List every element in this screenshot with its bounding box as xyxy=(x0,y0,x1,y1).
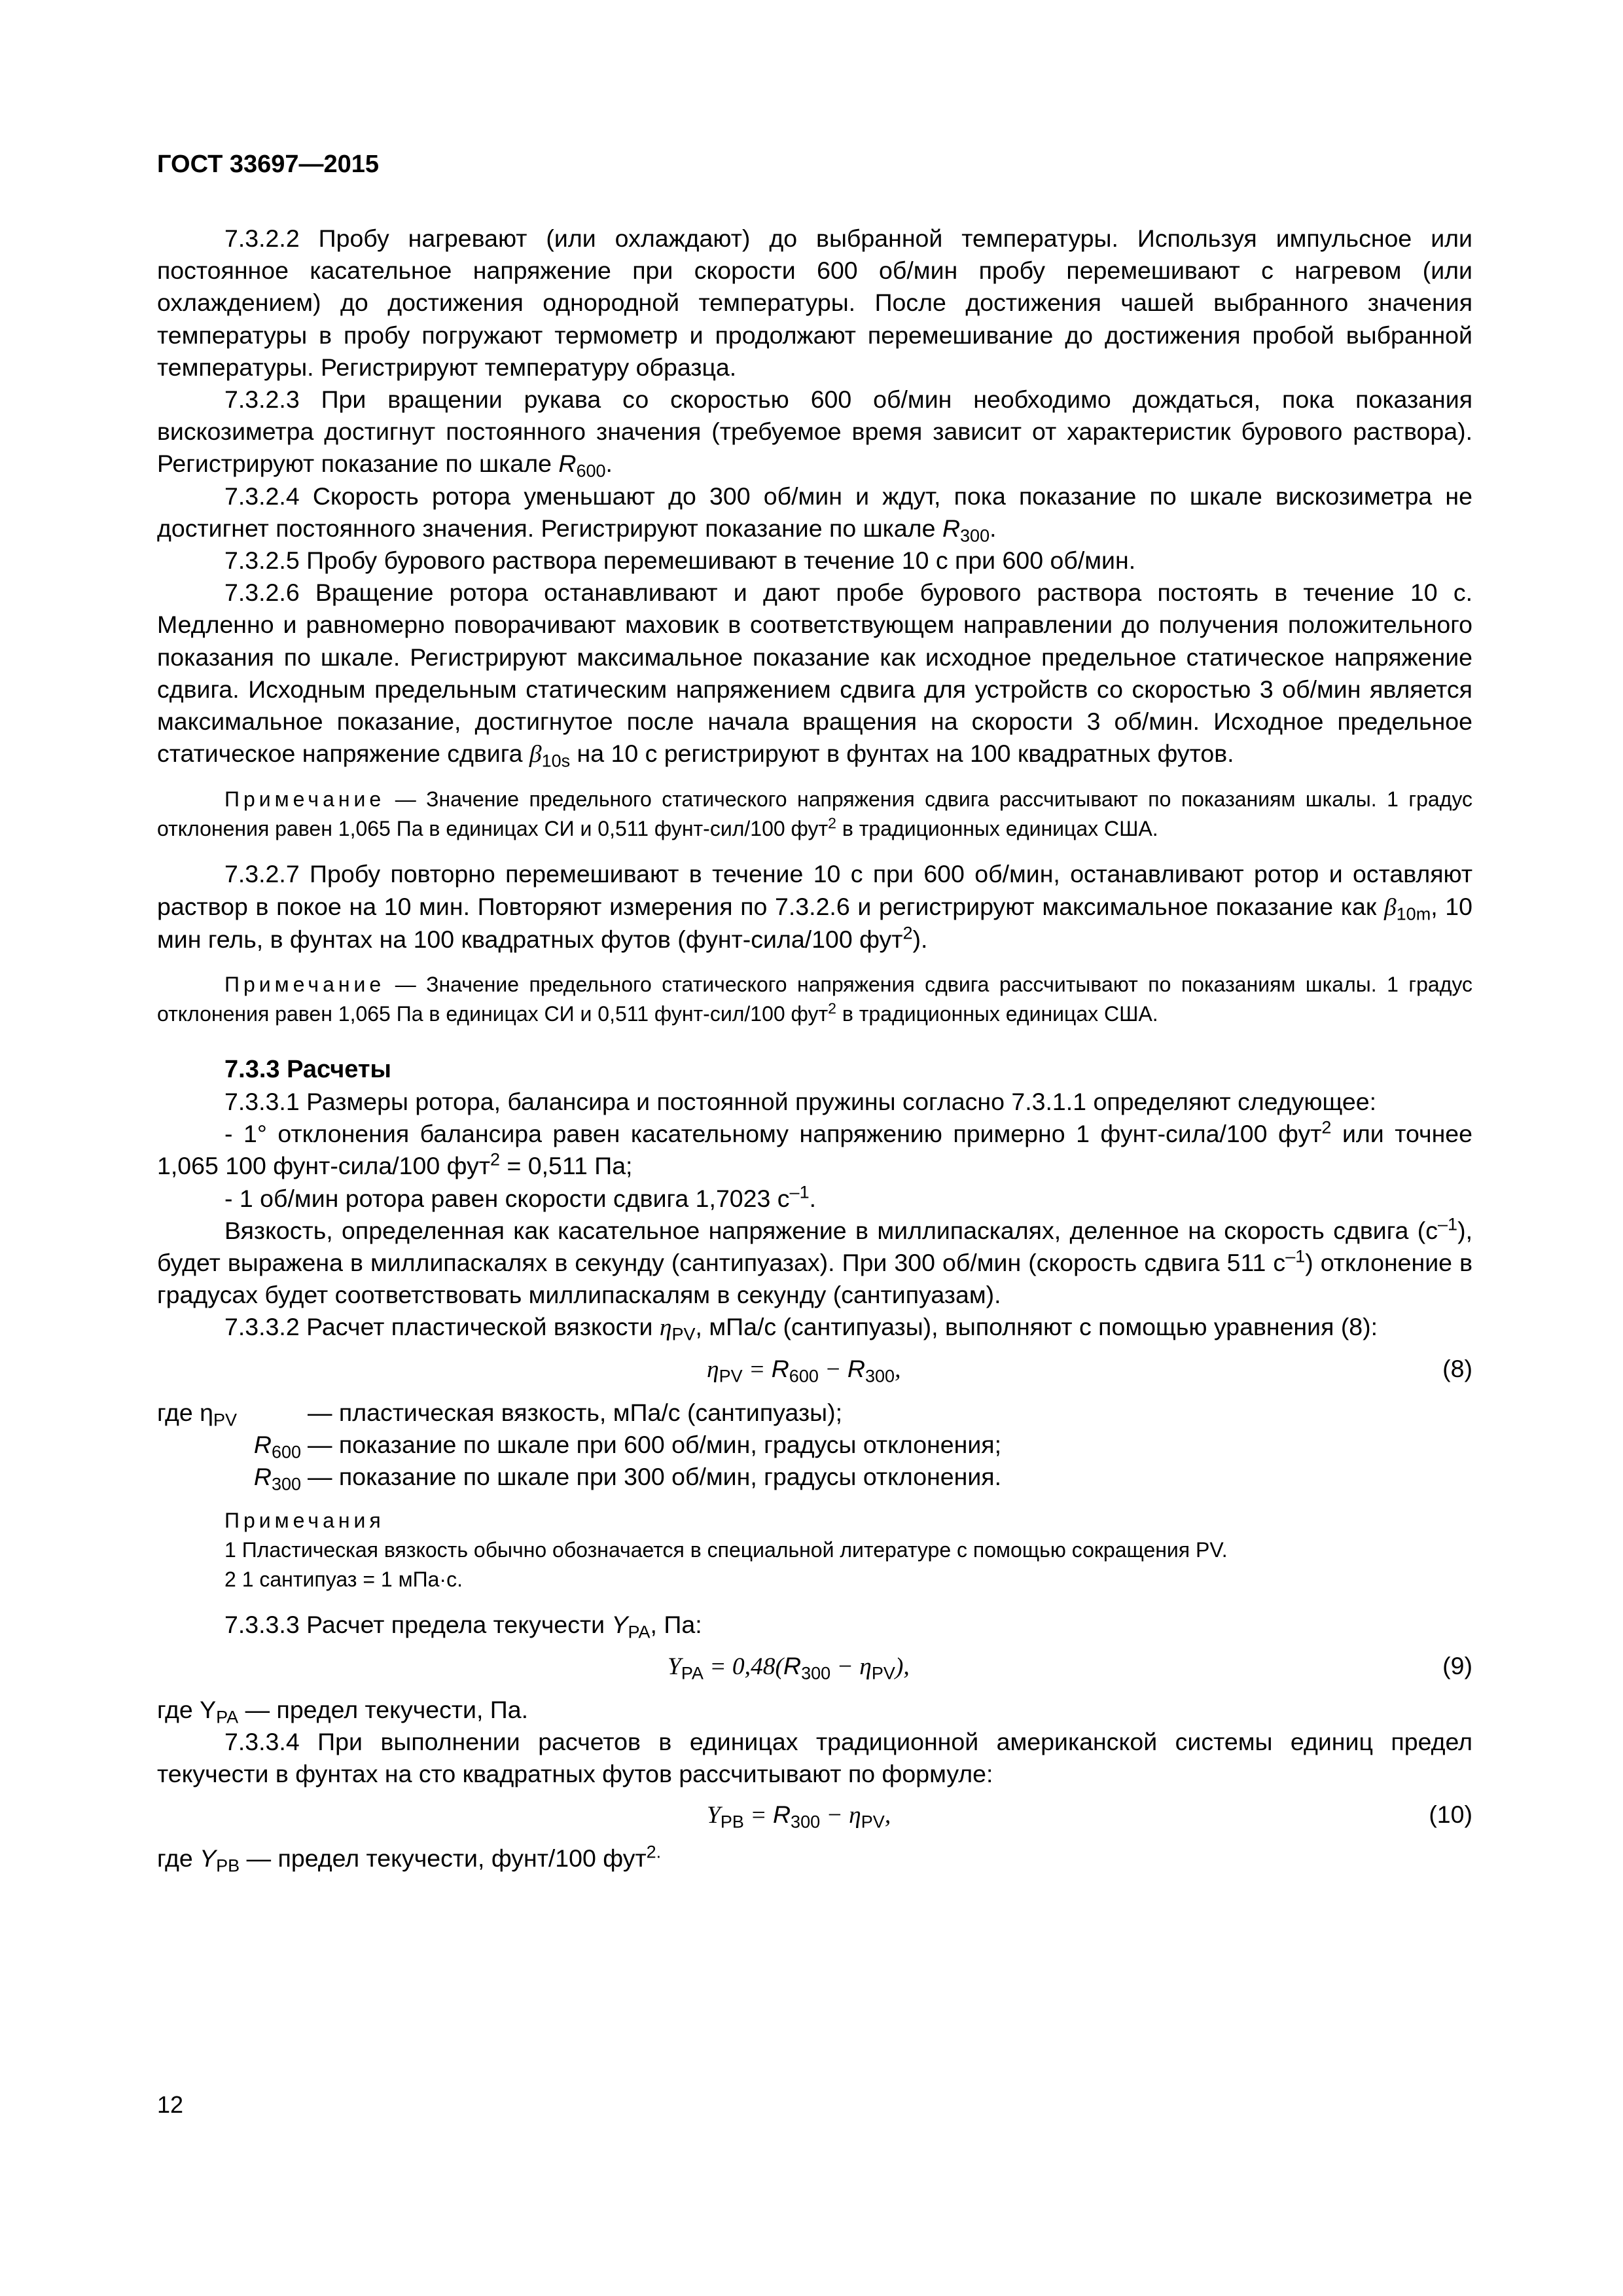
equation-8 xyxy=(157,1344,1472,1397)
equation-10-number: (10) xyxy=(1429,1801,1472,1829)
where-definition: — показание по шкале при 600 об/мин, градусы отклонения; xyxy=(308,1430,1002,1458)
where-definition: — пластическая вязкость, мПа/с (сантипуазы); xyxy=(308,1398,842,1426)
where-definition: — показание по шкале при 300 об/мин, градусы отклонения. xyxy=(308,1463,1002,1491)
note-2: Примечание — Значение предельного статического напряжения сдвига рассчитывают по показаниям шкалы. 1 градус отклонения равен 1,065 Па в единицах СИ и 0,511 фунт-сил/100 фут$^2$ в традиционных единицах США. xyxy=(157,973,1472,1026)
paragraph-7-3-3-3: 7.3.3.3 Расчет предела текучести $Y_{PA}$, Па: xyxy=(224,1611,702,1642)
paragraph-7-3-2-2: 7.3.2.2 Пробу нагревают (или охлаждают) до выбранной температуры. Используя импульсное или постоянное касательное напряжение при скорости 600 об/мин пробу перемешивают с нагревом (или охлаждением) до достижения однородной температуры. После достижения чашей выбранного значения температуры в пробу погружают термометр и продолжают перемешивание до достижения пробой выбранной температуры. Регистрируют температуру образца. xyxy=(157,224,1472,381)
note-item: 1 Пластическая вязкость обычно обозначается в специальной литературе с помощью сокращения PV. xyxy=(224,1538,1228,1562)
paragraph-7-3-2-5: 7.3.2.5 Пробу бурового раствора перемешивают в течение 10 с при 600 об/мин. xyxy=(224,547,1136,575)
paragraph-7-3-2-6: 7.3.2.6 Вращение ротора останавливают и дают пробе бурового раствора постоять в течение 10 с. Медленно и равномерно поворачивают маховик в соответствующем направлении до получения положительного показания по шкале. Регистрируют максимальное показание как исходное предельное статическое напряжение сдвига. Исходным предельным статическим напряжением сдвига для устройств со скоростью 3 об/мин является максимальное показание, достигнутое после начала вращения на скорости 3 об/мин. Исходное предельное статическое напряжение сдвига $\beta_{10s}$ на 10 с регистрируют в фунтах на 100 квадратных футов. xyxy=(157,579,1472,771)
paragraph-7-3-2-4: 7.3.2.4 Скорость ротора уменьшают до 300 об/мин и ждут, пока показание по шкале вискозиметра не достигнет постоянного значения. Регистрируют показание по шкале $R_{300}$. xyxy=(157,482,1472,546)
bullet-1: - 1° отклонения балансира равен касательному напряжению примерно 1 фунт-сила/100 фут$^2$ или точнее 1,065 100 фунт-сила/100 фут$^2$ = 0,511 Па; xyxy=(157,1117,1472,1180)
note-1: Примечание — Значение предельного статического напряжения сдвига рассчитывают по показаниям шкалы. 1 градус отклонения равен 1,065 Па в единицах СИ и 0,511 фунт-сил/100 фут$^2$ в традиционных единицах США. xyxy=(157,787,1472,841)
where-list-8 xyxy=(157,1397,1472,1494)
document-body xyxy=(157,223,1472,1874)
where-row xyxy=(157,1429,1472,1461)
equation-8-expression: $\eta_{PV} = R_{600} - R_{300}$, xyxy=(707,1354,901,1386)
where-9: где $Y_{PA}$ — предел текучести, Па. xyxy=(157,1695,529,1727)
equation-10-expression: $Y_{PB} = R_{300} - \eta_{PV}$, xyxy=(707,1801,891,1832)
equation-9 xyxy=(157,1641,1472,1694)
paragraph-7-3-3-4: 7.3.3.4 При выполнении расчетов в единицах традиционной американской системы единиц предел текучести в фунтах на сто квадратных футов рассчитывают по формуле: xyxy=(157,1727,1472,1787)
where-10: где $Y_{PB}$ — предел текучести, фунт/100 фут$^{2.}$ xyxy=(157,1842,662,1876)
where-symbol: $R_{600}$ xyxy=(253,1430,301,1462)
notes-block xyxy=(157,1506,1472,1594)
notes-title: Примечания xyxy=(224,1509,385,1533)
where-symbol: где $\eta_{PV}$ xyxy=(157,1398,238,1430)
paragraph-7-3-2-3: 7.3.2.3 При вращении рукава со скоростью 600 об/мин необходимо дождаться, пока показания вискозиметра достигнут постоянного значения (требуемое время зависит от характеристик бурового раствора). Регистрируют показание по шкале $R_{600}$. xyxy=(157,386,1472,481)
equation-10 xyxy=(157,1790,1472,1842)
page-number: 12 xyxy=(157,2091,184,2118)
paragraph-7-3-3-2: 7.3.3.2 Расчет пластической вязкости $\eta_{PV}$, мПа/с (сантипуазы), выполняют с помощью уравнения (8): xyxy=(224,1313,1378,1345)
document-header: ГОСТ 33697—2015 xyxy=(157,151,380,178)
equation-9-number: (9) xyxy=(1442,1651,1472,1679)
where-row xyxy=(157,1461,1472,1493)
equation-8-number: (8) xyxy=(1442,1354,1472,1382)
note-item: 2 1 сантипуаз = 1 мПа·с. xyxy=(224,1568,463,1592)
equation-9-expression: $Y_{PA} = 0,48(R_{300} - \eta_{PV})$, xyxy=(668,1651,910,1683)
section-heading-7-3-3: 7.3.3 Расчеты xyxy=(224,1056,391,1084)
where-row xyxy=(157,1397,1472,1429)
bullet-2: - 1 об/мин ротора равен скорости сдвига 1,7023 $с^{-1}$. xyxy=(224,1182,817,1212)
where-symbol: $R_{300}$ xyxy=(253,1463,301,1494)
paragraph-viscosity: Вязкость, определенная как касательное напряжение в миллипаскалях, деленное на скорость сдвига $(с^{-1})$, будет выражена в миллипаскалях в секунду (сантипуазах). При 300 об/мин (скорость сдвига 511 $с^{-1}$) отклонение в градусах будет соответствовать миллипаскалям в секунду (сантипуазам). xyxy=(157,1214,1472,1309)
paragraph-7-3-3-1: 7.3.3.1 Размеры ротора, балансира и постоянной пружины согласно 7.3.1.1 определяют следующее: xyxy=(224,1088,1377,1116)
paragraph-7-3-2-7: 7.3.2.7 Пробу повторно перемешивают в течение 10 с при 600 об/мин, останавливают ротор и оставляют раствор в покое на 10 мин. Повторяют измерения по 7.3.2.6 и регистрируют максимальное показание как $\beta_{10m}$, 10 мин гель, в фунтах на 100 квадратных футов (фунт-сила/100 фут$^2$). xyxy=(157,860,1472,953)
